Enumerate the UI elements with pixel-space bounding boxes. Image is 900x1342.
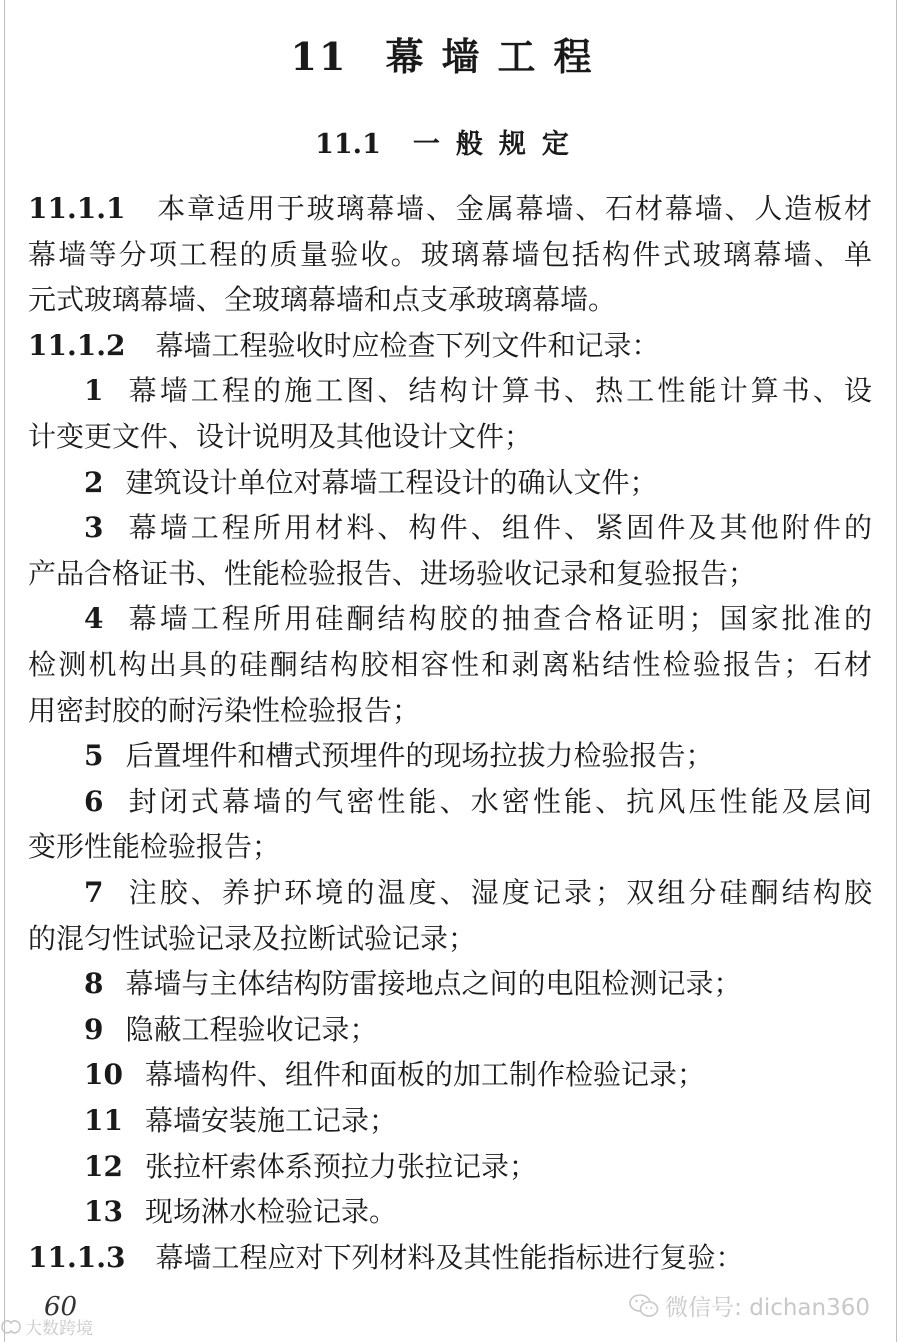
text-line (28, 323, 872, 369)
page-frame-right (896, 0, 897, 1342)
text-line (28, 277, 872, 323)
line-text: 变形性能检验报告； (28, 830, 281, 864)
line-text: 隐蔽工程验收记录； (125, 1012, 378, 1046)
text-line (28, 551, 872, 597)
line-text: 建筑设计单位对幕墙工程设计的确认文件； (125, 465, 658, 499)
text-line (28, 232, 872, 278)
page-number: 60 (44, 1292, 78, 1322)
line-text: 用密封胶的耐污染性检验报告； (28, 693, 421, 727)
line-text: 封闭式幕墙的气密性能、水密性能、抗风压性能及层间 (125, 784, 872, 818)
line-text: 幕墙构件、组件和面板的加工制作检验记录； (144, 1058, 705, 1092)
watermark-brand-text: 大数跨境 (25, 1319, 93, 1339)
watermark-bottom-left (0, 1314, 93, 1339)
text-line (28, 186, 872, 232)
line-text: 计变更文件、设计说明及其他设计文件； (28, 420, 533, 453)
line-text: 幕墙工程验收时应检查下列文件和记录： (155, 328, 660, 362)
chapter-number: 11 (290, 34, 348, 79)
clause-number: 11.1.2 (28, 328, 126, 362)
item-number: 6 (84, 784, 104, 818)
text-line (28, 688, 872, 734)
line-text: 幕墙等分项工程的质量验收。玻璃幕墙包括构件式玻璃幕墙、单 (28, 237, 872, 271)
line-text: 幕墙与主体结构防雷接地点之间的电阻检测记录； (125, 967, 742, 1001)
line-text: 幕墙工程应对下列材料及其性能指标进行复验： (155, 1240, 744, 1274)
line-text: 幕墙安装施工记录； (144, 1104, 397, 1137)
section-number: 11.1 (315, 129, 381, 160)
line-text: 幕墙工程所用材料、构件、组件、紧固件及其他附件的 (125, 511, 872, 545)
brand-logo-icon (0, 1317, 22, 1337)
item-number: 9 (84, 1012, 104, 1046)
text-line (28, 824, 872, 870)
chapter-name: 幕墙工程 (385, 34, 610, 79)
text-line (28, 414, 872, 460)
text-line (28, 642, 872, 688)
text-line (28, 1144, 872, 1190)
clause-number: 11.1.3 (28, 1240, 126, 1274)
chapter-title (0, 26, 900, 81)
item-number: 13 (84, 1195, 123, 1229)
text-line (28, 596, 872, 642)
line-text: 后置埋件和槽式预埋件的现场拉拔力检验报告； (125, 739, 714, 773)
line-text: 张拉杆索体系预拉力张拉记录； (144, 1149, 537, 1183)
text-line (28, 460, 872, 506)
clause-number: 11.1.1 (28, 192, 126, 225)
item-number: 5 (84, 739, 104, 773)
item-number: 3 (84, 511, 104, 545)
text-line (28, 505, 872, 551)
text-line (28, 733, 872, 779)
text-line (28, 368, 872, 414)
item-number: 1 (84, 374, 104, 408)
watermark-wechat-text: 微信号: dichan360 (665, 1295, 870, 1321)
item-number: 2 (84, 465, 104, 499)
text-line (28, 916, 872, 962)
line-text: 元式玻璃幕墙、全玻璃幕墙和点支承玻璃幕墙。 (28, 283, 617, 317)
page-frame-left (4, 0, 5, 1342)
line-text: 检测机构出具的硅酮结构胶相容性和剥离粘结性检验报告；石材 (28, 648, 872, 681)
wechat-icon (629, 1293, 659, 1319)
text-line (28, 1007, 872, 1053)
line-text: 现场淋水检验记录。 (144, 1195, 397, 1229)
item-number: 10 (84, 1058, 123, 1092)
text-line (28, 870, 872, 916)
text-line (28, 1235, 872, 1281)
line-text: 的混匀性试验记录及拉断试验记录； (28, 921, 477, 955)
line-text: 幕墙工程的施工图、结构计算书、热工性能计算书、设 (125, 374, 872, 408)
item-number: 12 (84, 1149, 123, 1183)
section-title (0, 122, 900, 161)
item-number: 7 (84, 876, 104, 909)
section-name: 一般规定 (412, 129, 585, 160)
watermark-wechat (629, 1289, 870, 1322)
line-text: 产品合格证书、性能检验报告、进场验收记录和复验报告； (28, 556, 757, 590)
line-text: 本章适用于玻璃幕墙、金属幕墙、石材幕墙、人造板材 (155, 192, 872, 225)
line-text: 幕墙工程所用硅酮结构胶的抽查合格证明；国家批准的 (125, 602, 872, 636)
item-number: 4 (84, 602, 104, 636)
text-line (28, 1189, 872, 1235)
text-line (28, 1098, 872, 1144)
item-number: 8 (84, 967, 104, 1001)
text-line (28, 961, 872, 1007)
line-text: 注胶、养护环境的温度、湿度记录；双组分硅酮结构胶 (125, 876, 872, 909)
text-line (28, 1052, 872, 1098)
text-line (28, 779, 872, 825)
item-number: 11 (84, 1104, 123, 1137)
